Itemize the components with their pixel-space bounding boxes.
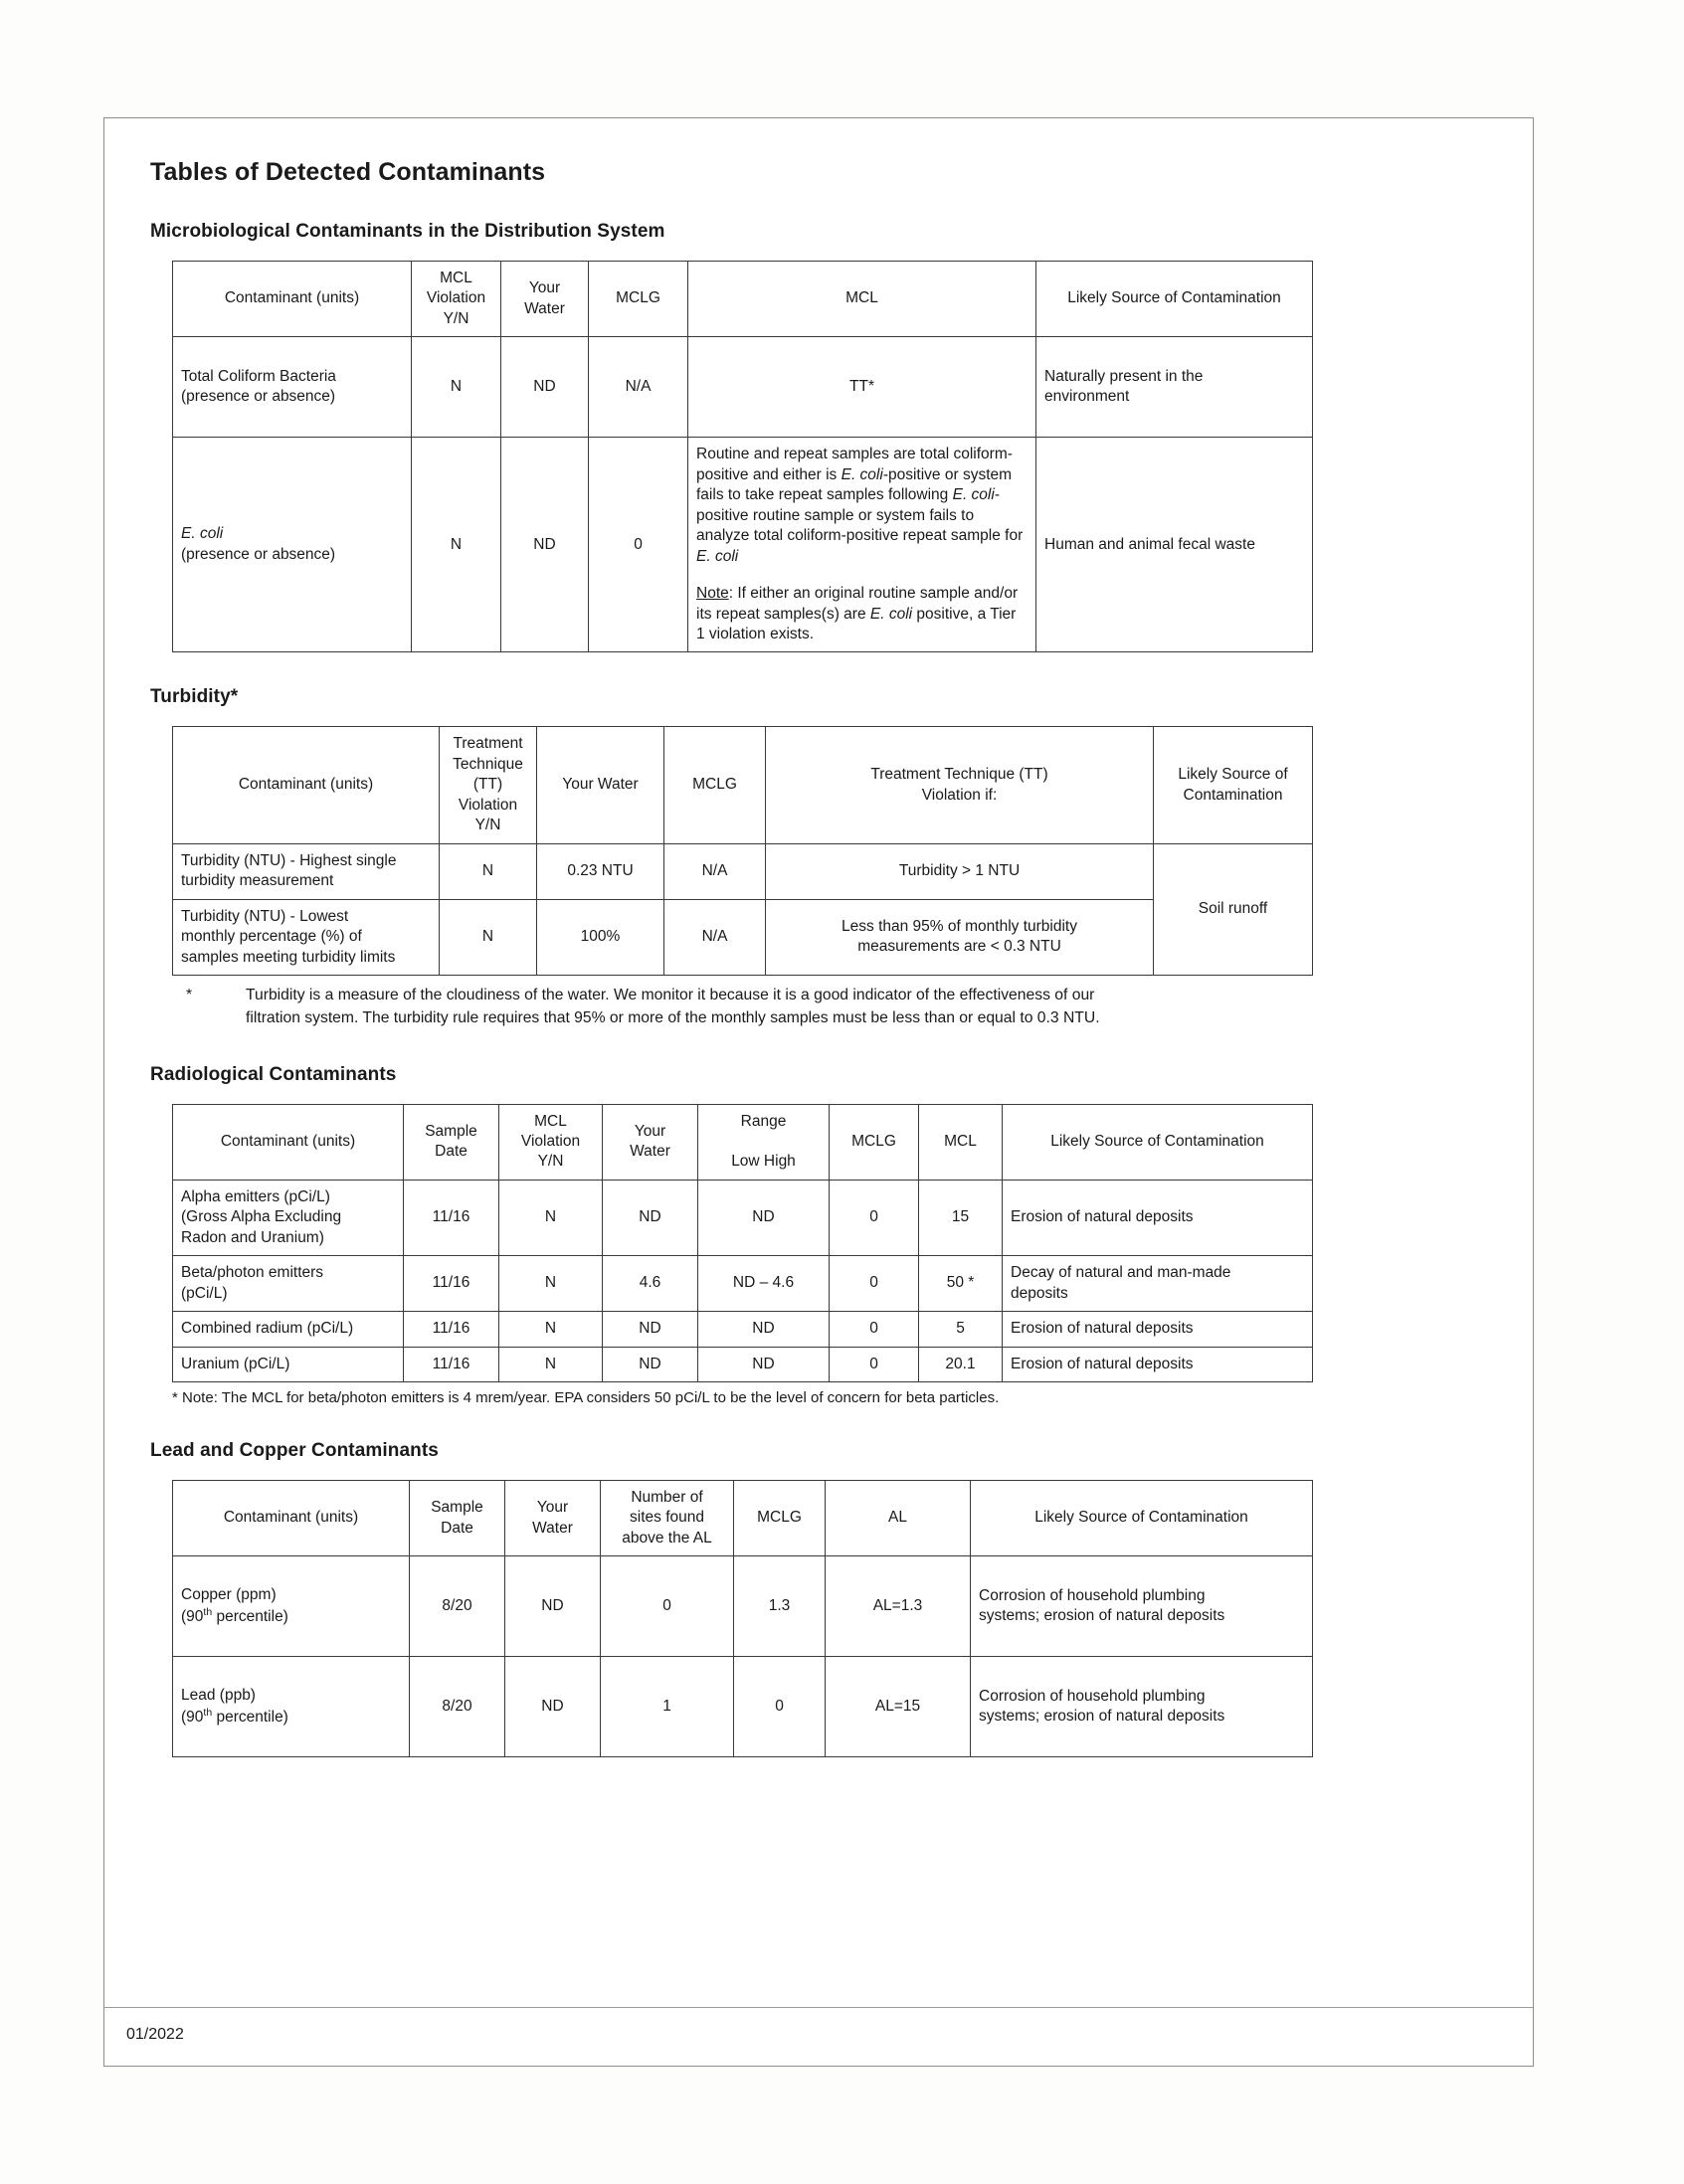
cell-treatment-technique: Turbidity > 1 NTU [766, 843, 1154, 899]
hdr-line: Your [528, 279, 561, 297]
cell-range: ND [698, 1180, 830, 1255]
col-treatment-technique [766, 727, 1154, 843]
cell-contaminant [173, 1657, 410, 1757]
cell-mcl: 50 * [919, 1256, 1003, 1312]
col-mclg: MCLG [830, 1104, 919, 1180]
hdr-line: Low High [731, 1153, 796, 1171]
text-run: -positive routine sample or system fails to analyze total coliform-positive repeat sample for [696, 486, 1024, 545]
cell-your-water: 100% [537, 899, 664, 975]
hdr-line: Likely Source of [1178, 766, 1288, 784]
table-row [173, 438, 1313, 652]
page-title: Tables of Detected Contaminants [150, 158, 546, 186]
cell-contaminant [173, 899, 440, 975]
mcl-note-paragraph [696, 584, 1028, 644]
hdr-line: Number of [631, 1489, 703, 1507]
col-sites-above-al [601, 1481, 734, 1556]
text-run-italic: E. coli [952, 486, 995, 504]
cell-mclg: 0 [589, 438, 688, 652]
hdr-line: above the AL [622, 1529, 712, 1547]
hdr-line: sites found [630, 1509, 704, 1527]
cell-line: Alpha emitters (pCi/L) [181, 1187, 330, 1205]
footnote-line: filtration system. The turbidity rule requires that 95% or more of the monthly samples must be less than or equal to 0.3 NTU. [246, 1008, 1100, 1026]
cell-contaminant [173, 843, 440, 899]
cell-violation: N [499, 1347, 603, 1381]
cell-line: (presence or absence) [181, 388, 336, 406]
cell-contaminant: Combined radium (pCi/L) [173, 1312, 404, 1347]
hdr-line: Water [630, 1143, 670, 1161]
footer-date: 01/2022 [126, 2026, 184, 2043]
col-tt-violation [440, 727, 537, 843]
cell-line: (pCi/L) [181, 1284, 228, 1302]
cell-violation: N [412, 337, 501, 438]
cell-your-water: ND [603, 1180, 698, 1255]
cell-your-water: 4.6 [603, 1256, 698, 1312]
section-heading-turbidity: Turbidity* [150, 686, 239, 708]
cell-line: measurements are [857, 938, 991, 956]
cell-line: monthly percentage (%) of [181, 928, 362, 946]
cell-mclg: N/A [664, 843, 766, 899]
cell-your-water: ND [501, 337, 589, 438]
cell-mclg: N/A [664, 899, 766, 975]
text-run: -positive or system fails to take repeat samples following [696, 465, 1013, 504]
col-mclg: MCLG [589, 262, 688, 337]
hdr-line: Date [435, 1143, 468, 1161]
table-row [173, 1556, 1313, 1657]
cell-line: Radon and Uranium) [181, 1228, 324, 1246]
col-your-water [603, 1104, 698, 1180]
col-likely-source: Likely Source of Contamination [1003, 1104, 1313, 1180]
cell-line: turbidity measurement [181, 872, 334, 890]
cell-line: Turbidity (NTU) - Lowest [181, 907, 349, 925]
cell-line: < 0.3 NTU [990, 938, 1061, 956]
table-header-row [173, 1104, 1313, 1180]
cell-line: Beta/photon emitters [181, 1264, 324, 1282]
table-turbidity [172, 726, 1313, 976]
text-run-italic: E. coli [841, 465, 883, 483]
col-your-water [505, 1481, 601, 1556]
cell-line: systems; erosion of natural deposits [979, 1708, 1225, 1726]
cell-al: AL=1.3 [826, 1556, 971, 1657]
cell-line: environment [1044, 388, 1130, 406]
hdr-line: Violation [520, 1132, 581, 1150]
hdr-line: Date [441, 1519, 473, 1537]
hdr-line: Sample [425, 1122, 477, 1140]
cell-mclg: N/A [589, 337, 688, 438]
text-run-italic: E. coli [869, 605, 913, 623]
cell-source [971, 1556, 1313, 1657]
hdr-line: Water [532, 1519, 573, 1537]
cell-source-merged: Soil runoff [1154, 843, 1313, 975]
cell-your-water: ND [603, 1347, 698, 1381]
table-row [173, 1657, 1313, 1757]
col-contaminant: Contaminant (units) [173, 727, 440, 843]
cell-line: Decay of natural and man-made [1011, 1264, 1231, 1282]
cell-line: percentile) [212, 1607, 288, 1625]
text-run: : If either an original routine sample and/or its repeat samples(s) are [696, 585, 1019, 623]
col-contaminant: Contaminant (units) [173, 1481, 410, 1556]
cell-line: Naturally present in the [1044, 367, 1204, 385]
table-row [173, 1312, 1313, 1347]
cell-superscript: th [203, 1706, 213, 1719]
cell-source: Human and animal fecal waste [1036, 438, 1313, 652]
cell-source: Erosion of natural deposits [1003, 1347, 1313, 1381]
cell-line: Lead (ppb) [181, 1687, 256, 1705]
table-row [173, 843, 1313, 899]
hdr-line: Range [740, 1112, 787, 1130]
cell-your-water: ND [603, 1312, 698, 1347]
table-row [173, 1256, 1313, 1312]
turbidity-footnote [172, 985, 1487, 1030]
table-row [173, 899, 1313, 975]
cell-line: Turbidity (NTU) - Highest single [181, 851, 397, 869]
hdr-line: Technique [453, 755, 523, 773]
cell-your-water: ND [505, 1657, 601, 1757]
cell-source: Erosion of natural deposits [1003, 1180, 1313, 1255]
cell-violation: N [440, 843, 537, 899]
document-page [103, 117, 1534, 2067]
cell-mclg: 0 [830, 1347, 919, 1381]
cell-violation: N [440, 899, 537, 975]
cell-superscript: th [203, 1605, 213, 1618]
hdr-line: Violation [458, 796, 518, 814]
cell-line-italic: E. coli [181, 525, 224, 543]
table-lead-copper [172, 1480, 1313, 1757]
col-likely-source: Likely Source of Contamination [971, 1481, 1313, 1556]
col-mclg: MCLG [734, 1481, 826, 1556]
col-al: AL [826, 1481, 971, 1556]
hdr-line: Contamination [1183, 786, 1283, 804]
cell-sample-date: 11/16 [404, 1312, 499, 1347]
hdr-line: Violation [426, 289, 486, 307]
hdr-line: Y/N [443, 309, 469, 327]
hdr-line: (TT) [472, 776, 503, 794]
table-row [173, 1347, 1313, 1381]
footnote-star: * [186, 986, 193, 1003]
cell-line: (90 [181, 1708, 204, 1726]
col-your-water [501, 262, 589, 337]
cell-contaminant [173, 1556, 410, 1657]
col-likely-source [1154, 727, 1313, 843]
cell-your-water: ND [505, 1556, 601, 1657]
cell-your-water: ND [501, 438, 589, 652]
cell-contaminant [173, 337, 412, 438]
cell-sample-date: 11/16 [404, 1347, 499, 1381]
cell-mclg: 0 [830, 1312, 919, 1347]
cell-range: ND – 4.6 [698, 1256, 830, 1312]
text-run-italic: E. coli [696, 547, 739, 565]
cell-violation: N [499, 1180, 603, 1255]
mcl-paragraph [696, 445, 1028, 567]
col-mcl-violation [499, 1104, 603, 1180]
cell-mclg: 1.3 [734, 1556, 826, 1657]
table-row [173, 337, 1313, 438]
cell-contaminant: Uranium (pCi/L) [173, 1347, 404, 1381]
hdr-line: Your [536, 1499, 569, 1517]
cell-line: samples meeting turbidity limits [181, 948, 396, 966]
col-mcl-violation [412, 262, 501, 337]
col-mcl: MCL [919, 1104, 1003, 1180]
cell-sample-date: 8/20 [410, 1657, 505, 1757]
col-contaminant: Contaminant (units) [173, 262, 412, 337]
hdr-line: Sample [431, 1499, 483, 1517]
cell-source [971, 1657, 1313, 1757]
hdr-line: Water [524, 299, 565, 317]
cell-range: ND [698, 1312, 830, 1347]
hdr-line: Your [634, 1122, 666, 1140]
cell-treatment-technique [766, 899, 1154, 975]
table-radiological [172, 1104, 1313, 1383]
cell-violation: N [499, 1312, 603, 1347]
cell-sample-date: 11/16 [404, 1256, 499, 1312]
cell-source [1003, 1256, 1313, 1312]
cell-mcl: 5 [919, 1312, 1003, 1347]
footer-divider [104, 2007, 1533, 2008]
cell-line: Less than 95% of monthly turbidity [842, 917, 1077, 935]
hdr-line: Treatment [453, 735, 523, 753]
cell-line: Corrosion of household plumbing [979, 1586, 1206, 1604]
cell-line: Corrosion of household plumbing [979, 1687, 1206, 1705]
cell-source: Erosion of natural deposits [1003, 1312, 1313, 1347]
footnote-body [246, 985, 1487, 1030]
col-range [698, 1104, 830, 1180]
hdr-line: Treatment Technique (TT) [870, 766, 1048, 784]
table-microbiological-contaminants [172, 261, 1313, 652]
cell-mcl: 20.1 [919, 1347, 1003, 1381]
cell-line: (90 [181, 1607, 204, 1625]
cell-al: AL=15 [826, 1657, 971, 1757]
col-sample-date [404, 1104, 499, 1180]
table-header-row [173, 262, 1313, 337]
footnote-line: Turbidity is a measure of the cloudiness of the water. We monitor it because it is a good indicator of the effectiveness of our [246, 986, 1095, 1003]
section-heading-radiological: Radiological Contaminants [150, 1063, 397, 1085]
cell-violation: N [412, 438, 501, 652]
cell-mcl-description [688, 438, 1036, 652]
section-heading-lead-copper: Lead and Copper Contaminants [150, 1440, 439, 1462]
cell-line: percentile) [212, 1708, 288, 1726]
note-label: Note [696, 585, 729, 603]
hdr-line: Violation if: [921, 786, 998, 804]
cell-contaminant [173, 1256, 404, 1312]
cell-line: systems; erosion of natural deposits [979, 1607, 1225, 1625]
hdr-line: MCL [440, 270, 472, 286]
cell-violation: N [499, 1256, 603, 1312]
cell-mcl: TT* [688, 337, 1036, 438]
col-mcl: MCL [688, 262, 1036, 337]
section-heading-microbiological: Microbiological Contaminants in the Distribution System [150, 221, 665, 242]
cell-sites-above-al: 0 [601, 1556, 734, 1657]
col-mclg: MCLG [664, 727, 766, 843]
cell-line: (Gross Alpha Excluding [181, 1208, 342, 1226]
cell-line: Total Coliform Bacteria [181, 367, 336, 385]
hdr-line: MCL [534, 1112, 567, 1130]
cell-sites-above-al: 1 [601, 1657, 734, 1757]
cell-your-water: 0.23 NTU [537, 843, 664, 899]
text-run: positive, a Tier 1 violation exists. [696, 605, 1017, 642]
cell-source [1036, 337, 1313, 438]
cell-range: ND [698, 1347, 830, 1381]
cell-mclg: 0 [830, 1256, 919, 1312]
cell-sample-date: 8/20 [410, 1556, 505, 1657]
hdr-line: Y/N [537, 1153, 564, 1171]
col-sample-date [410, 1481, 505, 1556]
cell-mclg: 0 [734, 1657, 826, 1757]
table-header-row [173, 1481, 1313, 1556]
cell-line: Copper (ppm) [181, 1586, 277, 1604]
col-contaminant: Contaminant (units) [173, 1104, 404, 1180]
col-your-water: Your Water [537, 727, 664, 843]
cell-sample-date: 11/16 [404, 1180, 499, 1255]
cell-line: deposits [1011, 1284, 1068, 1302]
table-header-row [173, 727, 1313, 843]
cell-contaminant [173, 438, 412, 652]
hdr-line: Y/N [474, 817, 501, 834]
cell-contaminant [173, 1180, 404, 1255]
radiological-footnote: * Note: The MCL for beta/photon emitters is 4 mrem/year. EPA considers 50 pCi/L to be the level of concern for beta particles. [172, 1389, 1000, 1407]
table-row [173, 1180, 1313, 1255]
cell-line: (presence or absence) [181, 545, 336, 563]
text-run: Routine and repeat samples are total coliform-positive and either is [696, 446, 1013, 483]
cell-mcl: 15 [919, 1180, 1003, 1255]
cell-mclg: 0 [830, 1180, 919, 1255]
col-likely-source: Likely Source of Contamination [1036, 262, 1313, 337]
